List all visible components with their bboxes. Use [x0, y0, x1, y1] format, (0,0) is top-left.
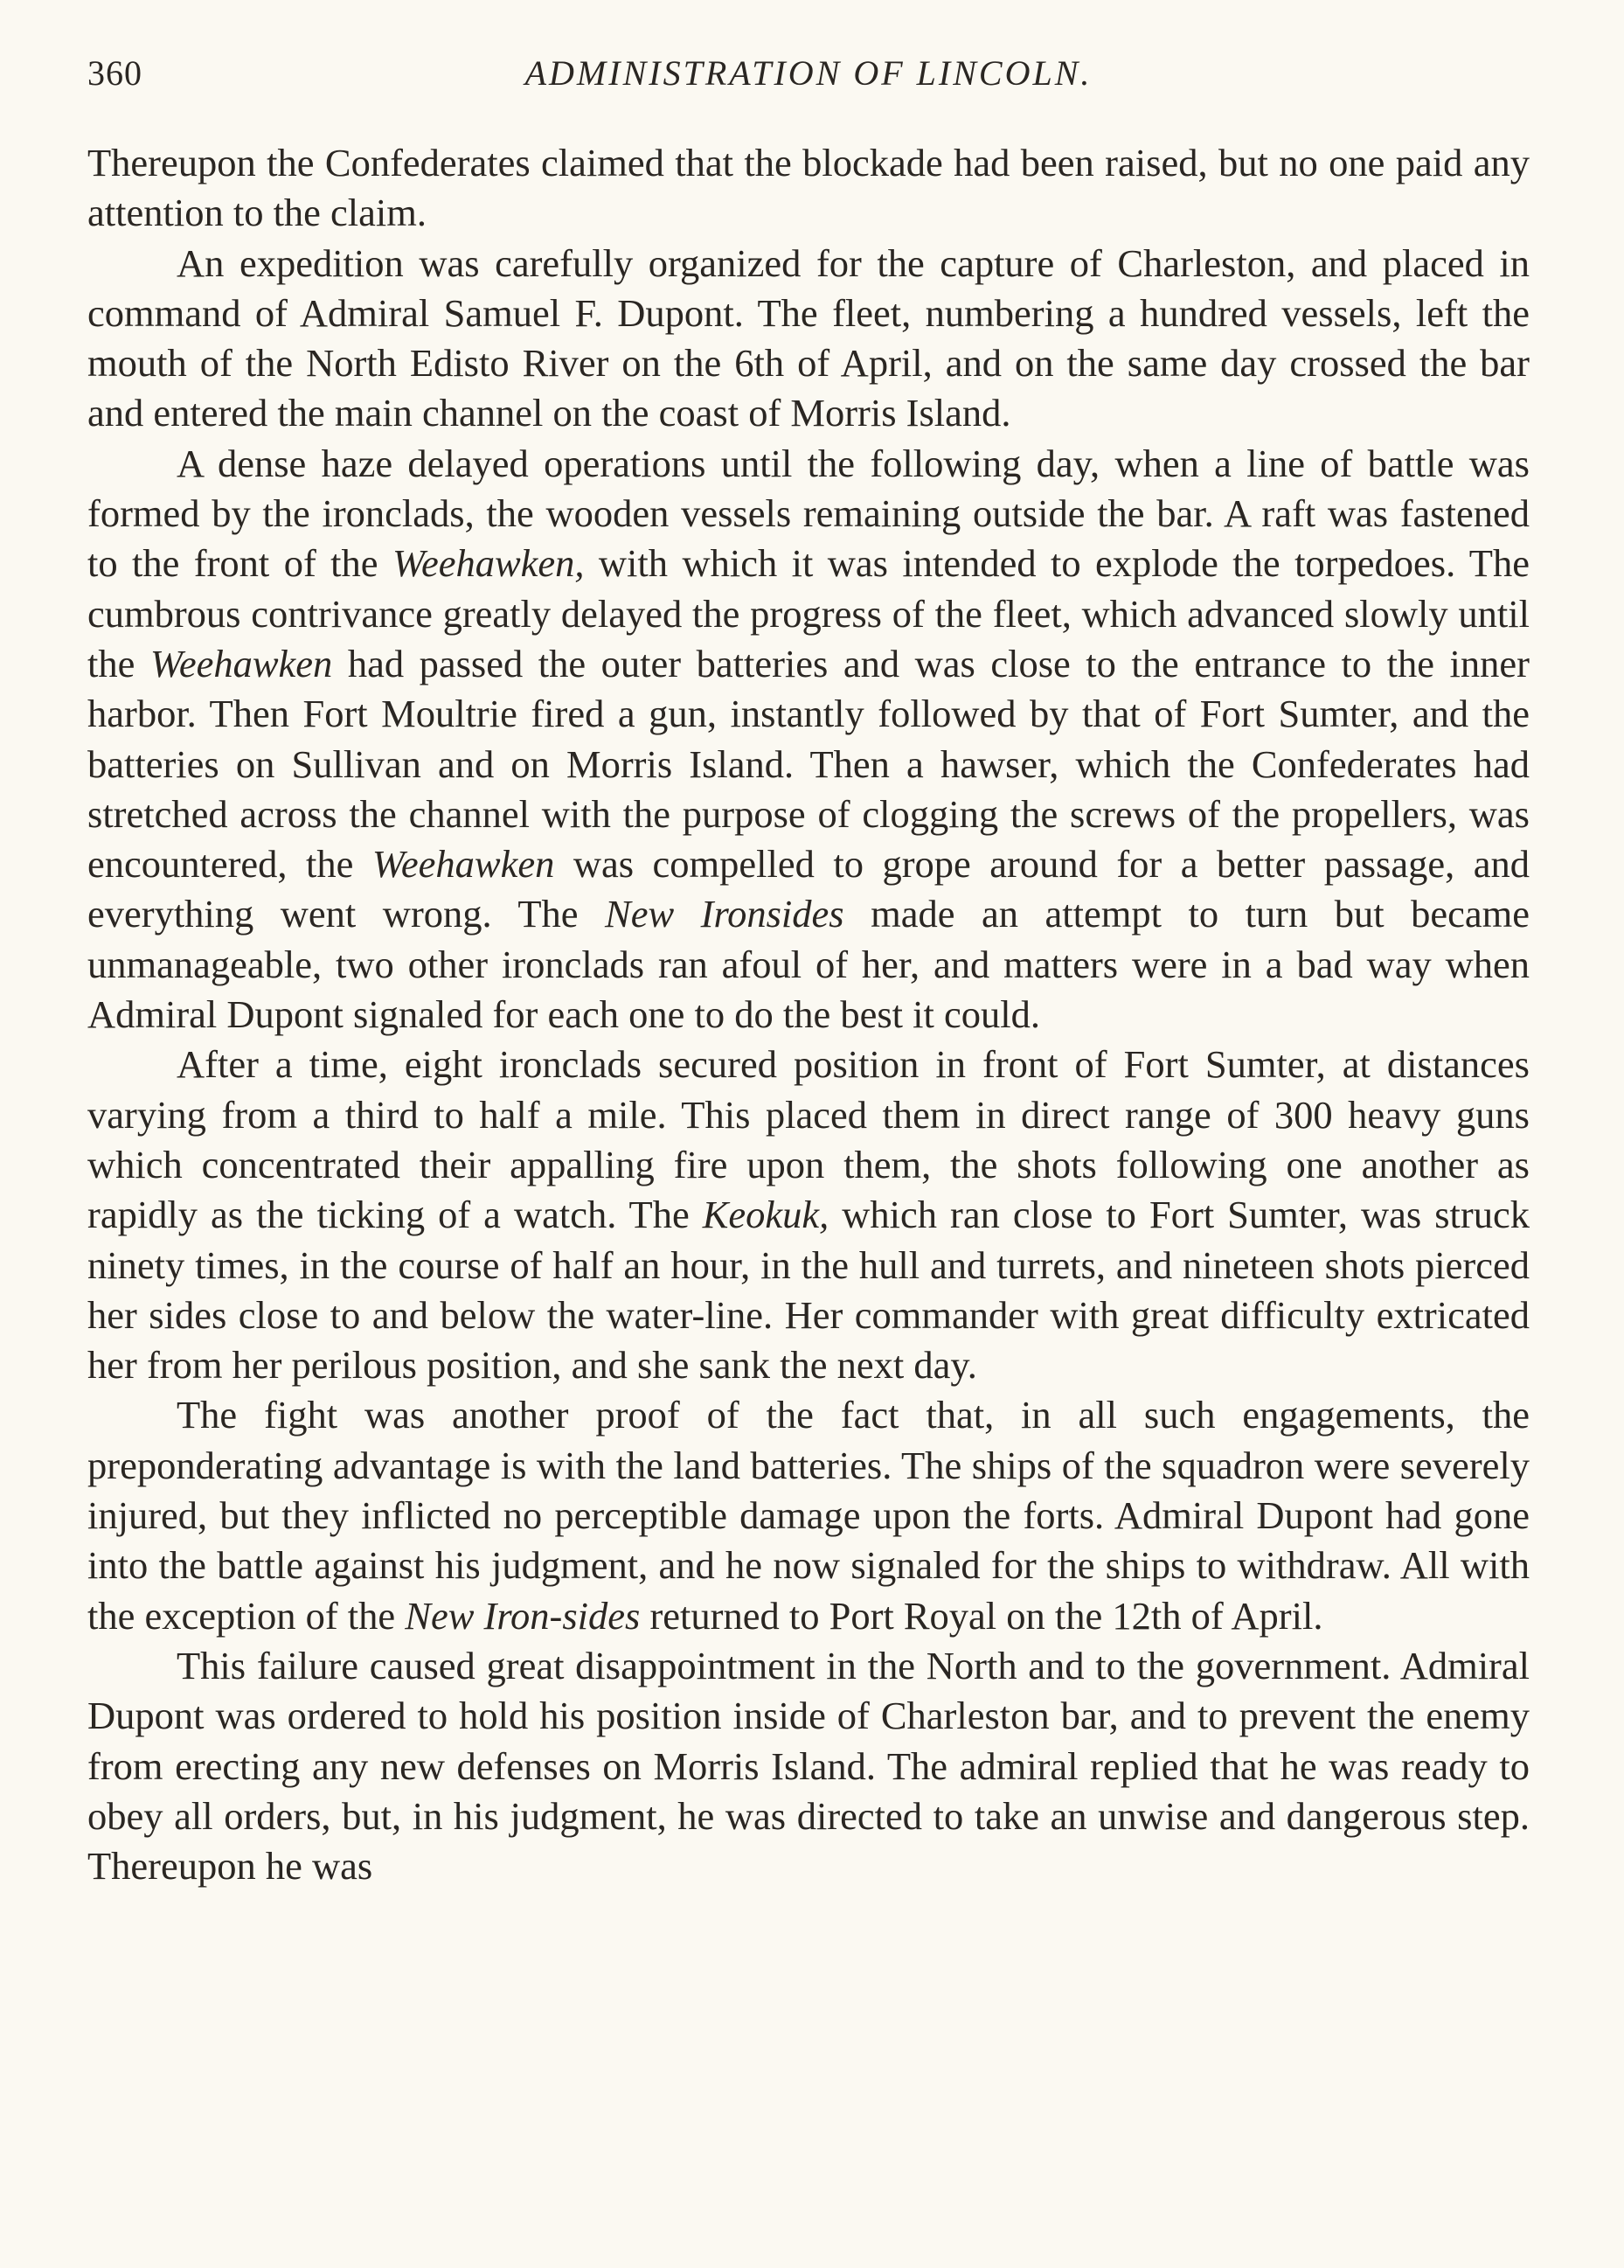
- text-run: which ran close to Fort Sumter, was struck ninety times, in the course of half an hour, in the hull and turrets, and nineteen shots pierced her sides close to and below the water-line. Her commander with great difficulty extricated her from her perilous position, and she sank the next day.: [87, 1193, 1530, 1388]
- paragraph: [87, 239, 1530, 439]
- text-run: had passed the outer batteries and was close to the entrance to the inner harbor. Then Fort Moultrie fired a gun, instantly followed by that of Fort Sumter, and the batteries on Sullivan and on Morris Island. Then a hawser, which the Confederates had stretched across the channel with the purpose of clogging the screws of the propellers, was encountered, the: [87, 641, 1530, 887]
- paragraph: [87, 138, 1530, 239]
- ship-name: Weehawken: [371, 842, 555, 887]
- text-run: An expedition was carefully organized for the capture of Charleston, and placed in command of Admiral Samuel F. Dupont. The fleet, numbering a hundred vessels, left the mouth of the North Edisto River on the 6th of April, and on the same day crossed the bar and entered the main channel on the coast of Morris Island.: [87, 240, 1530, 435]
- paragraph: [87, 1390, 1530, 1640]
- running-head: [87, 42, 1530, 103]
- text-run: After a time, eight ironclads secured position in front of Fort Sumter, at distances varying from a third to half a mile. This placed them in direct range of 300 heavy guns which concentrated their appalling fire upon them, the shots following one another as rapidly as the ticking of a watch. The: [87, 1042, 1530, 1237]
- page-number: 360: [87, 53, 142, 93]
- paragraph: [87, 1040, 1530, 1390]
- ship-name: New Iron-sides: [405, 1593, 641, 1638]
- text-run: The fight was another proof of the fact that, in all such engagements, the preponderating advantage is with the land batteries. The ships of the squadron were severely injured, but they inflicted no perceptible damage upon the forts. Admiral Dupont had gone into the battle against his judgment, and he now signaled for the ships to withdraw. All with the exception of the: [87, 1393, 1530, 1638]
- text-run: made an attempt to turn but became unmanageable, two other ironclads ran afoul of her, and matters were in a bad way when Admiral Dupont signaled for each one to do the best it could.: [87, 892, 1530, 1037]
- text-run: A dense haze delayed operations until the following day, when a line of battle was formed by the ironclads, the wooden vessels remaining outside the bar. A raft was fastened to the front of the: [87, 441, 1530, 586]
- paragraph: [87, 439, 1530, 1040]
- running-title: ADMINISTRATION OF LINCOLN.: [524, 53, 1093, 93]
- paragraph: [87, 1641, 1530, 1891]
- ship-name: Weehawken: [149, 641, 333, 685]
- text-run: returned to Port Royal on the 12th of April.: [640, 1593, 1323, 1638]
- book-page: [87, 42, 1530, 1891]
- text-run: This failure caused great disappointment in the North and to the government. Admiral Dupont was ordered to hold his position inside of Charleston bar, and to prevent the enemy from erecting any new defenses on Morris Island. The admiral replied that he was ready to obey all orders, but, in his judgment, he was directed to take an unwise and dangerous step. Thereupon he was: [87, 1643, 1530, 1889]
- ship-name: Keokuk,: [702, 1193, 829, 1237]
- ship-name: New Ironsides: [605, 892, 844, 936]
- text-run: was compelled to grope around for a better passage, and everything went wrong. The: [87, 842, 1530, 936]
- text-run: Thereupon the Confederates claimed that the blockade had been raised, but no one paid any attention to the claim.: [87, 141, 1530, 235]
- text-run: with which it was intended to explode the torpedoes. The cumbrous contrivance greatly delayed the progress of the fleet, which advanced slowly until the: [87, 541, 1530, 685]
- body-text: [87, 138, 1530, 1891]
- ship-name: Weehawken,: [392, 541, 585, 586]
